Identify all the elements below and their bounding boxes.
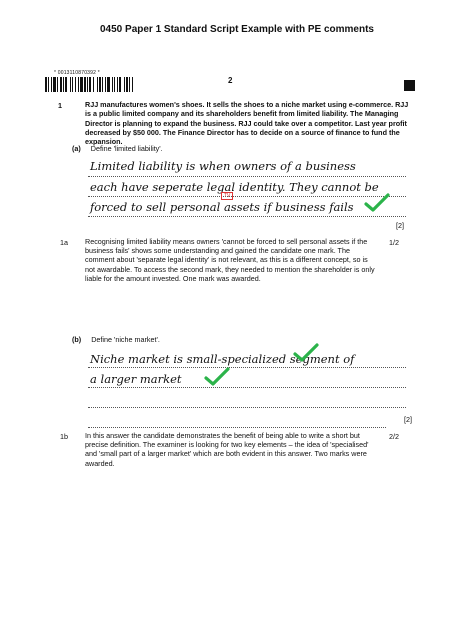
barcode-bar <box>60 77 62 92</box>
barcode-bar <box>117 77 118 92</box>
answer-line <box>88 196 406 197</box>
question-number: 1 <box>58 101 62 110</box>
part-b-prompt <box>72 335 160 344</box>
answer-line <box>88 367 406 368</box>
answer-line <box>88 407 406 408</box>
tv-annotation-badge: TV <box>221 192 233 200</box>
examiner-comment: In this answer the candidate demonstrates the benefit of being able to write a short but precise definition. The examiner is looking for two key elements – the idea of 'specialised' and 'small part of a larger market' which are both evident in this answer. Two marks were awarded. <box>85 431 369 468</box>
barcode-bar <box>87 77 88 92</box>
handwritten-answer-line: each have seperate legal identity. They cannot be <box>90 180 379 194</box>
handwritten-answer-line: Niche market is small-specialized segment of <box>90 352 355 366</box>
handwritten-answer-line: a larger market <box>90 372 182 386</box>
comment-id: 1b <box>60 432 68 441</box>
check-mark-icon <box>204 367 230 387</box>
barcode-bar <box>119 77 121 92</box>
barcode-bar <box>112 77 113 92</box>
barcode-bar <box>132 77 133 92</box>
handwritten-answer-line: forced to sell personal assets if business fails <box>90 200 354 214</box>
barcode-bar <box>70 77 71 92</box>
check-mark-icon <box>364 193 390 213</box>
barcode-bar <box>80 77 83 92</box>
barcode-bar <box>129 77 130 92</box>
part-a-label: (a) <box>72 144 81 153</box>
awarded-score: 2/2 <box>389 432 399 441</box>
barcode-bar <box>63 77 64 92</box>
barcode-bar <box>97 77 98 92</box>
comment-id: 1a <box>60 238 68 247</box>
barcode-bar <box>84 77 86 92</box>
barcode-bar <box>102 77 103 92</box>
barcode-bar <box>78 77 79 92</box>
registration-mark <box>404 80 415 91</box>
answer-line <box>88 387 406 388</box>
barcode-bar <box>51 77 52 92</box>
answer-line <box>88 176 406 177</box>
part-a-question: Define 'limited liability'. <box>90 144 163 153</box>
part-a-prompt <box>72 144 163 153</box>
page-number: 2 <box>228 76 233 85</box>
barcode-number: * 0013110870392 * <box>54 70 100 76</box>
barcode-bar <box>107 77 110 92</box>
barcode-bar <box>99 77 101 92</box>
barcode-bar <box>57 77 58 92</box>
part-b-label: (b) <box>72 335 82 344</box>
barcode-bar <box>89 77 91 92</box>
marks-available: [2] <box>396 221 404 230</box>
barcode-bar <box>65 77 67 92</box>
marks-available: [2] <box>404 415 412 424</box>
barcode-bar <box>105 77 106 92</box>
question-intro: RJJ manufactures women's shoes. It sells the shoes to a niche market using e-commerce. RJJ is a public limited company and its shareholders benefit from limited liability. The Managing Director is planning to expand the business. RJJ could take over a competitor. Last year profit decreased by $50 000. The Finance Director has to decide on a source of finance to fund the expansion. <box>85 100 409 147</box>
page-title: 0450 Paper 1 Standard Script Example with PE comments <box>100 24 374 35</box>
check-mark-icon <box>293 343 319 363</box>
barcode-image <box>45 77 179 92</box>
barcode-bar <box>93 77 94 92</box>
barcode-bar <box>75 77 76 92</box>
answer-line <box>88 216 406 217</box>
barcode-bar <box>53 77 56 92</box>
answer-line <box>88 427 386 428</box>
handwritten-answer-line: Limited liability is when owners of a business <box>90 159 356 173</box>
barcode-bar <box>48 77 49 92</box>
barcode-bar <box>114 77 115 92</box>
barcode-bar <box>124 77 125 92</box>
barcode-bar <box>72 77 73 92</box>
examiner-comment: Recognising limited liability means owners 'cannot be forced to sell personal assets if the business fails' shows some understanding and gained the candidate one mark. The comment about 'separate legal identity' is not relevant, as this is a different concept, so is not awardable. To access the second mark, they needed to mention the shareholder is only liable for the amount invested. One mark was awarded. <box>85 237 375 283</box>
barcode-bar <box>45 77 47 92</box>
awarded-score: 1/2 <box>389 238 399 247</box>
part-b-question: Define 'niche market'. <box>91 335 160 344</box>
barcode-bar <box>126 77 128 92</box>
